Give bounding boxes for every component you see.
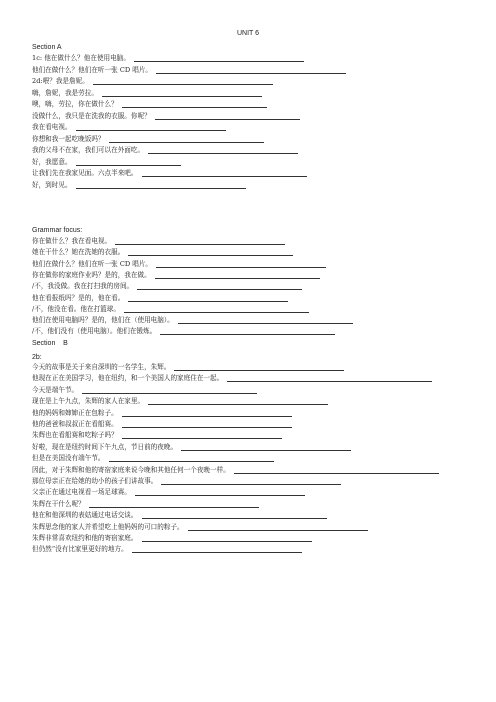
section-a-heading: Section A bbox=[32, 44, 62, 51]
exercise-line bbox=[32, 247, 293, 258]
answer-blank[interactable] bbox=[93, 84, 273, 85]
answer-blank[interactable] bbox=[161, 484, 341, 485]
exercise-line bbox=[32, 293, 288, 304]
line-text: 但仍然“没有比家里更好的地方。 bbox=[32, 545, 128, 554]
line-text: 他们在使用电脑吗？是的，他们在（使用电脑）。 bbox=[32, 316, 174, 325]
answer-blank[interactable] bbox=[82, 393, 257, 394]
line-text: 他在看报纸吗？是的，他在看。 bbox=[32, 293, 125, 302]
answer-blank[interactable] bbox=[134, 61, 304, 62]
line-text: 父亲正在通过电视看一场足球赛。 bbox=[32, 488, 131, 497]
answer-blank[interactable] bbox=[234, 473, 439, 474]
answer-blank[interactable] bbox=[137, 289, 302, 290]
answer-blank[interactable] bbox=[76, 130, 226, 131]
answer-blank[interactable] bbox=[148, 404, 328, 405]
line-text: 因此，对于朱辉和他的寄宿家庭来说今晚和其他任何一个夜晚一样。 bbox=[32, 465, 230, 474]
answer-blank[interactable] bbox=[227, 381, 432, 382]
exercise-line bbox=[32, 145, 298, 156]
exercise-line bbox=[32, 168, 307, 179]
exercise-line bbox=[32, 487, 305, 498]
exercise-line bbox=[32, 270, 320, 281]
exercise-line bbox=[32, 442, 351, 453]
line-text: 1c: 他在做什么？他在使用电脑。 bbox=[32, 54, 130, 62]
answer-blank[interactable] bbox=[89, 507, 259, 508]
exercise-line bbox=[32, 88, 262, 99]
line-text: 你想和我一起吃晚饭吗？ bbox=[32, 134, 105, 143]
exercise-line bbox=[32, 533, 312, 544]
exercise-line bbox=[32, 419, 292, 430]
line-text: 但是在美国没有端午节。 bbox=[32, 454, 105, 463]
line-text: 朱辉在干什么呢？ bbox=[32, 499, 85, 508]
exercise-line bbox=[32, 99, 267, 110]
answer-blank[interactable] bbox=[156, 73, 346, 74]
answer-blank[interactable] bbox=[142, 176, 307, 177]
exercise-line bbox=[32, 304, 309, 315]
line-text: 好，到时见。 bbox=[32, 180, 72, 189]
exercise-line bbox=[32, 465, 439, 476]
answer-blank[interactable] bbox=[122, 438, 282, 439]
answer-blank[interactable] bbox=[178, 323, 353, 324]
line-text: 好啦，现在是纽约时间下午九点，节日前的夜晚。 bbox=[32, 442, 178, 451]
answer-blank[interactable] bbox=[122, 107, 267, 108]
exercise-line bbox=[32, 499, 259, 510]
exercise-line bbox=[32, 373, 432, 384]
exercise-line bbox=[32, 326, 335, 337]
answer-blank[interactable] bbox=[142, 541, 312, 542]
line-text: 朱辉也在看船赛和吃粽子吗？ bbox=[32, 431, 118, 440]
answer-blank[interactable] bbox=[132, 552, 302, 553]
exercise-line bbox=[32, 453, 274, 464]
line-text: /不，他没在看。他在打篮球。 bbox=[32, 304, 120, 313]
section-b-sub: 2b: bbox=[32, 354, 42, 361]
exercise-line bbox=[32, 122, 226, 133]
line-text: 他在和他深圳的表姑通过电话交谈。 bbox=[32, 511, 138, 520]
line-text: 他们在做什么？他们在听一张 CD 唱片。 bbox=[32, 259, 153, 268]
answer-blank[interactable] bbox=[148, 153, 298, 154]
answer-blank[interactable] bbox=[135, 495, 305, 496]
exercise-line bbox=[32, 385, 257, 396]
exercise-line bbox=[32, 430, 282, 441]
exercise-line bbox=[32, 396, 328, 407]
line-text: 他的爸爸和叔叔正在看船赛。 bbox=[32, 420, 118, 428]
line-text: /不，他们没有（使用电脑）。他们在锻炼。 bbox=[32, 327, 157, 336]
line-text: 朱辉思念他的家人并希望吃上他妈妈的可口的粽子。 bbox=[32, 522, 184, 531]
exercise-line bbox=[32, 544, 302, 555]
answer-blank[interactable] bbox=[181, 450, 351, 451]
line-text: 我的父母不在家，我们可以在外面吃。 bbox=[32, 146, 145, 154]
answer-blank[interactable] bbox=[160, 334, 335, 335]
answer-blank[interactable] bbox=[76, 188, 246, 189]
line-text: 你在做你的家庭作业吗？是的，我在做。 bbox=[32, 270, 151, 279]
line-text: 你在做什么？我在看电视。 bbox=[32, 237, 112, 245]
section-b-heading: Section B bbox=[32, 340, 68, 347]
exercise-line bbox=[32, 362, 344, 373]
answer-blank[interactable] bbox=[122, 416, 292, 417]
line-text: 今天的故事是关于来自深圳的一名学生，朱辉。 bbox=[32, 363, 171, 371]
line-text: 我在看电视。 bbox=[32, 123, 72, 131]
line-text: 她在干什么？她在洗她的衣服。 bbox=[32, 248, 125, 257]
line-text: 他的妈妈和婶婶正在包粽子。 bbox=[32, 408, 118, 417]
exercise-line bbox=[32, 65, 346, 76]
line-text: 噢，嗨，劳拉，你在做什么？ bbox=[32, 100, 118, 108]
answer-blank[interactable] bbox=[156, 267, 326, 268]
line-text: 今天是端午节。 bbox=[32, 385, 79, 394]
answer-blank[interactable] bbox=[115, 244, 285, 245]
line-text: /不，我没做。我在打扫我的房间。 bbox=[32, 282, 134, 291]
answer-blank[interactable] bbox=[102, 96, 262, 97]
answer-blank[interactable] bbox=[124, 312, 309, 313]
exercise-line bbox=[32, 522, 368, 533]
answer-blank[interactable] bbox=[142, 518, 327, 519]
exercise-line bbox=[32, 157, 181, 168]
exercise-line bbox=[32, 76, 273, 87]
line-text: 2d:喂？我是詹妮。 bbox=[32, 77, 89, 85]
answer-blank[interactable] bbox=[128, 255, 293, 256]
line-text: 嗨，詹妮，我是劳拉。 bbox=[32, 88, 98, 97]
line-text: 没做什么，我只是在洗我的衣服。你呢？ bbox=[32, 111, 151, 120]
answer-blank[interactable] bbox=[128, 301, 288, 302]
exercise-line bbox=[32, 510, 327, 521]
answer-blank[interactable] bbox=[155, 278, 320, 279]
answer-blank[interactable] bbox=[188, 530, 368, 531]
answer-blank[interactable] bbox=[155, 119, 300, 120]
exercise-line bbox=[32, 134, 264, 145]
grammar-heading: Grammar focus: bbox=[32, 227, 83, 234]
exercise-line bbox=[32, 259, 326, 270]
answer-blank[interactable] bbox=[122, 427, 292, 428]
exercise-line bbox=[32, 476, 341, 487]
answer-blank[interactable] bbox=[109, 461, 274, 462]
line-text: 他现在正在美国学习，他在纽约，和一个美国人的家庭住在一起。 bbox=[32, 374, 224, 383]
line-text: 那位母亲正在给她的幼小的孩子们讲故事。 bbox=[32, 477, 158, 485]
line-text: 朱辉非常喜欢纽约和他的寄宿家庭。 bbox=[32, 534, 138, 542]
line-text: 让我们先在我家见面。六点半来吧。 bbox=[32, 169, 138, 177]
answer-blank[interactable] bbox=[174, 370, 344, 371]
exercise-line bbox=[32, 111, 300, 122]
answer-blank[interactable] bbox=[76, 165, 181, 166]
exercise-line bbox=[32, 281, 302, 292]
line-text: 他们在做什么？他们在听一张 CD 唱片。 bbox=[32, 65, 153, 74]
exercise-line bbox=[32, 408, 292, 419]
exercise-line bbox=[32, 236, 285, 247]
exercise-line bbox=[32, 180, 246, 191]
page-title: UNIT 6 bbox=[236, 30, 260, 37]
answer-blank[interactable] bbox=[109, 142, 264, 143]
line-text: 好，我愿意。 bbox=[32, 157, 72, 166]
line-text: 现在是上午九点，朱辉的家人在家里。 bbox=[32, 397, 145, 406]
exercise-line bbox=[32, 315, 353, 326]
exercise-line bbox=[32, 53, 304, 64]
